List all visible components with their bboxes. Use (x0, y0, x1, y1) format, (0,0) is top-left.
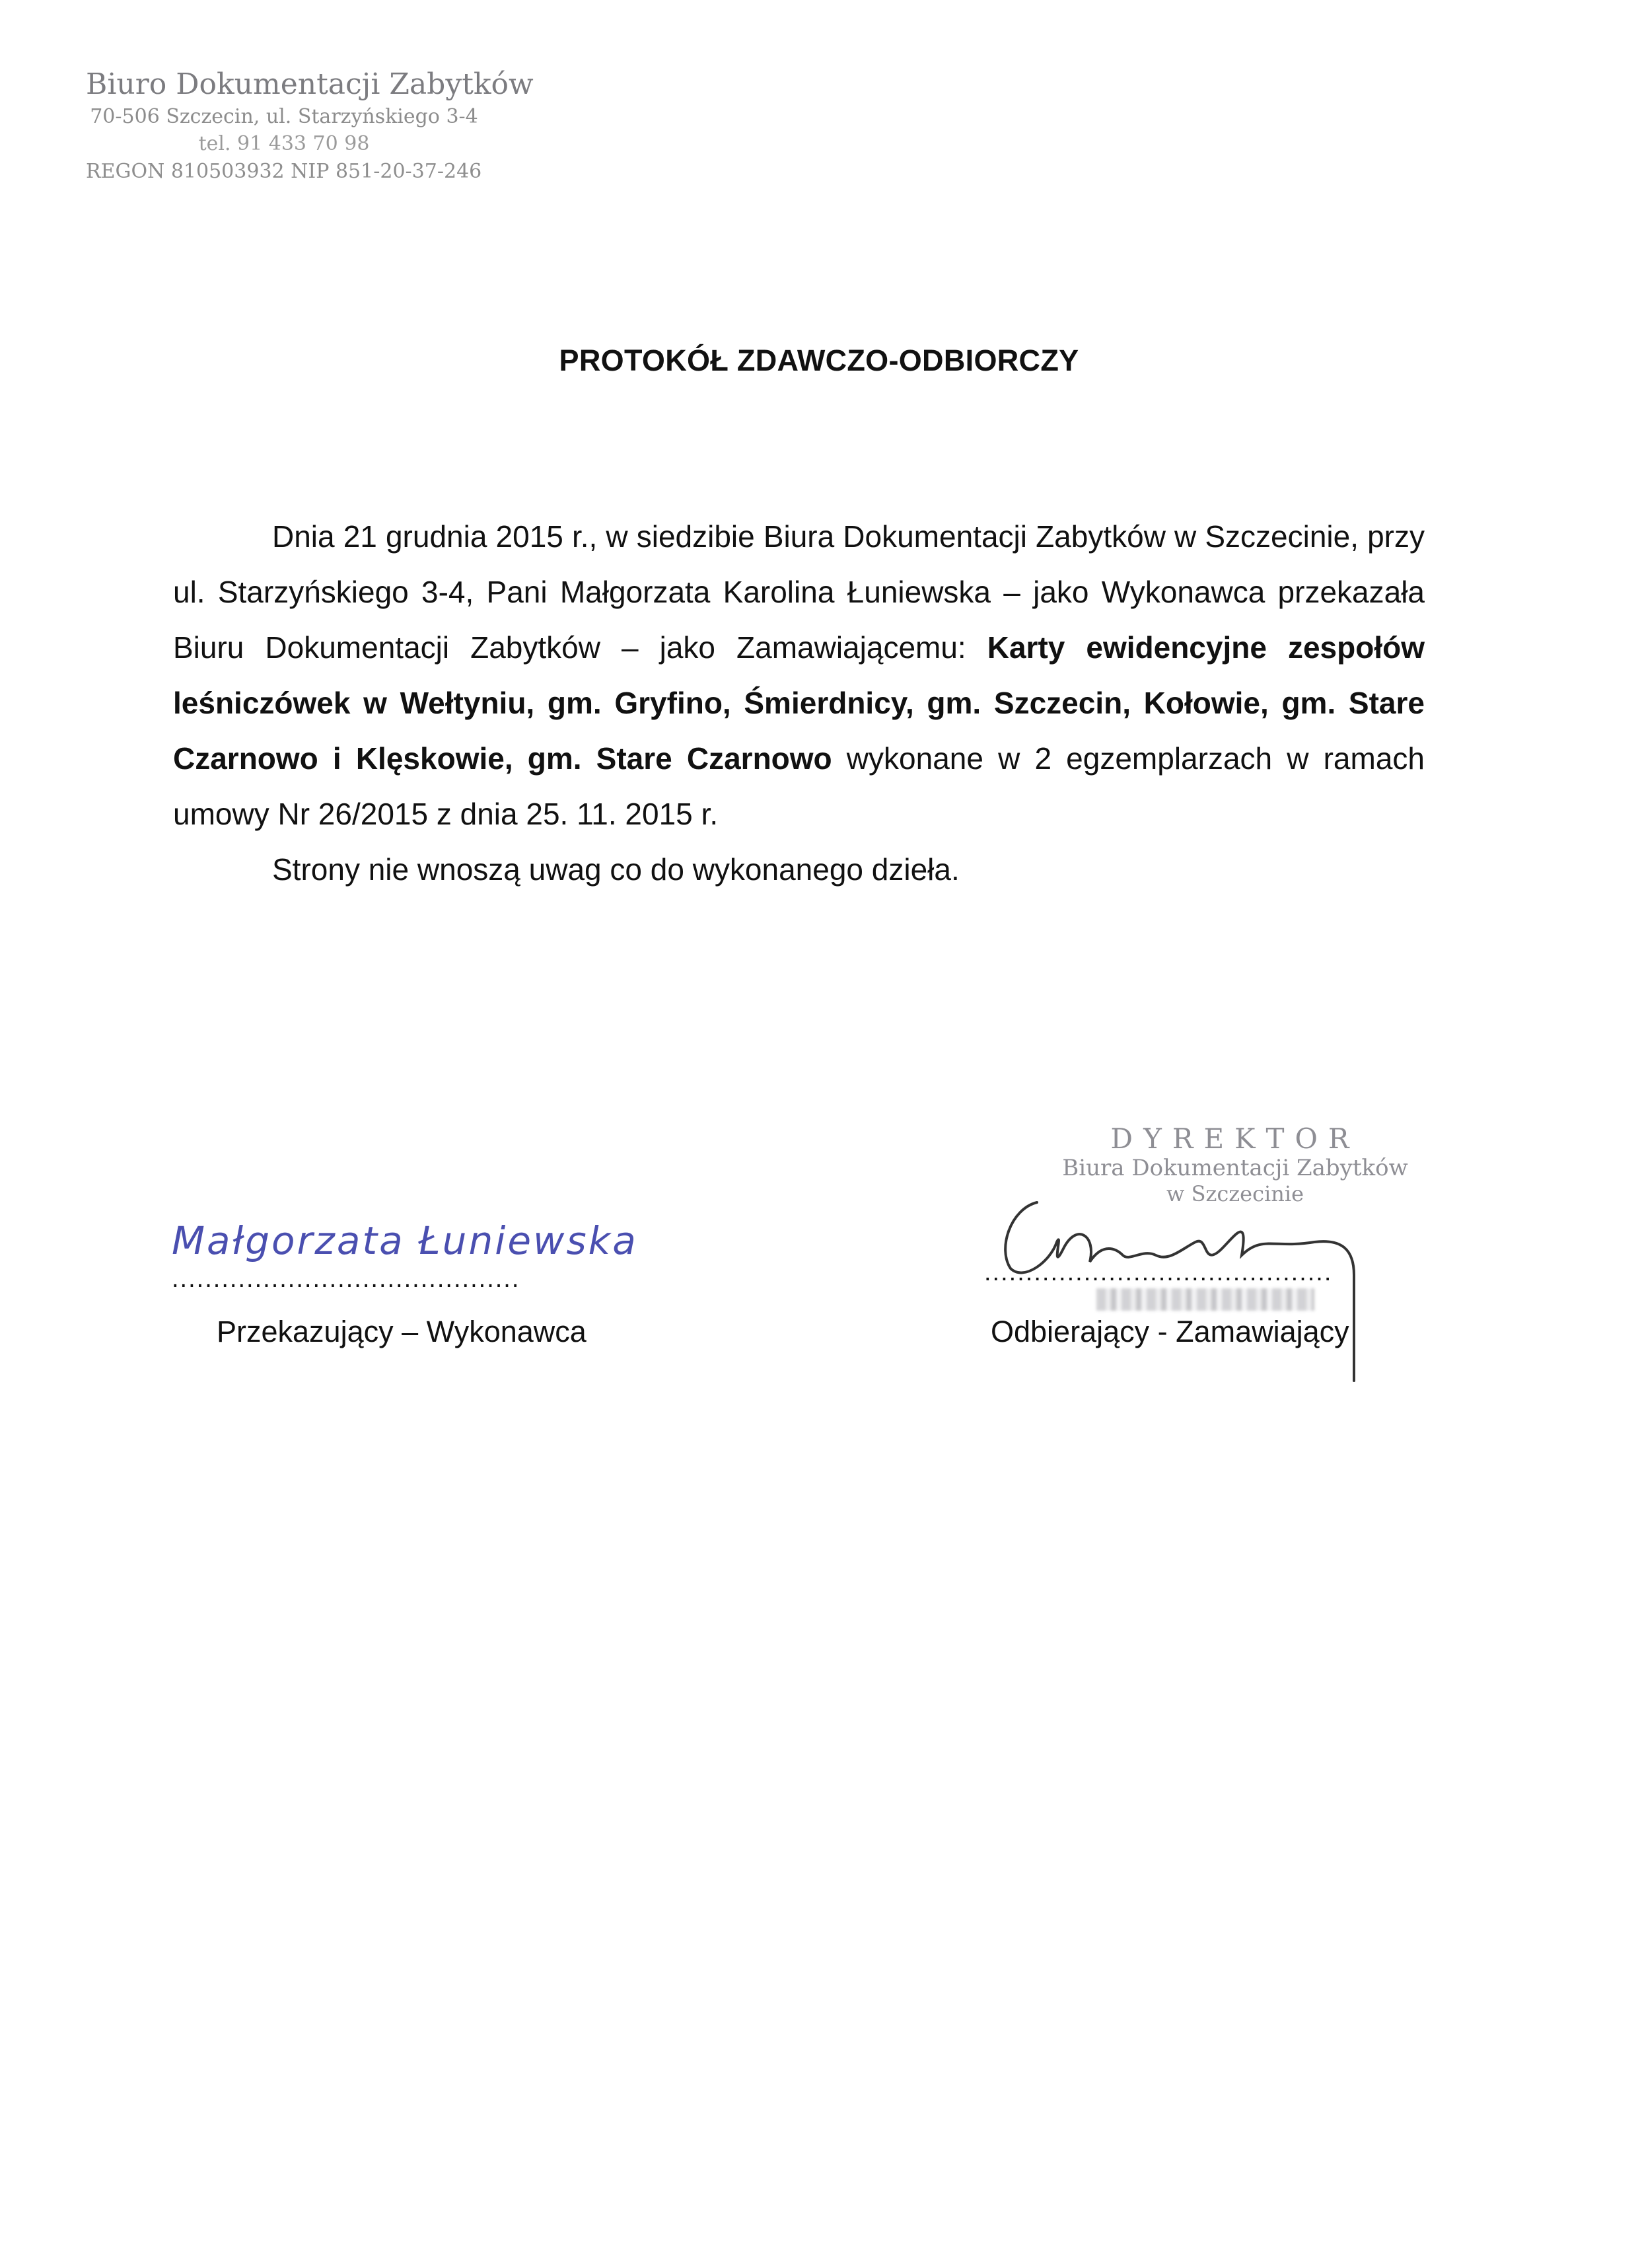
director-stamp-line1: Biura Dokumentacji Zabytków (1062, 1155, 1408, 1181)
redacted-name-blur (1096, 1288, 1314, 1311)
stamp-address: 70-506 Szczecin, ul. Starzyńskiego 3-4 (90, 105, 478, 128)
signature-line-contractor: .......................................... (172, 1266, 520, 1292)
caption-client: Odbierający - Zamawiający (991, 1315, 1349, 1348)
signature-line-client: .......................................... (984, 1259, 1333, 1286)
signature-block-client (964, 1123, 1493, 1374)
signature-block-contractor (172, 1176, 700, 1374)
handwritten-signature-contractor: Małgorzata Łuniewska (172, 1218, 638, 1263)
document-body (173, 509, 1425, 897)
stamp-phone: tel. 91 433 70 98 (198, 132, 370, 155)
main-paragraph (173, 509, 1425, 842)
main-paragraph-bold-subject: Karty ewidencyjne zespołów leśniczówek w Wełtyniu, gm. Gryfino, Śmierdnicy, gm. Szczecin, Kołowie, gm. Stare Czarnowo i Klęskowie, gm. Stare Czarnowo (173, 630, 1425, 776)
document-title: PROTOKÓŁ ZDAWCZO-ODBIORCZY (559, 344, 1079, 377)
director-stamp-title: DYREKTOR (1110, 1122, 1360, 1155)
director-stamp-line2: w Szczecinie (1166, 1181, 1304, 1206)
institution-header-stamp (86, 66, 534, 186)
main-paragraph-tail: wykonane w 2 egzemplarzach w ramach umowy Nr 26/2015 z dnia 25. 11. 2015 r. (173, 741, 1425, 831)
stamp-regon-nip: REGON 810503932 NIP 851-20-37-246 (86, 160, 482, 183)
remarks-paragraph: Strony nie wnoszą uwag co do wykonanego dzieła. (272, 852, 960, 887)
caption-contractor: Przekazujący – Wykonawca (217, 1315, 587, 1348)
main-paragraph-text: Dnia 21 grudnia 2015 r., w siedzibie Biura Dokumentacji Zabytków w Szczecinie, przy ul. Starzyńskiego 3-4, Pani Małgorzata Karolina Łuniewska – jako Wykonawca przekazała Biuru Dokumentacji Zabytków – jako Zamawiającemu: (173, 519, 1425, 665)
redacted-name (1096, 1288, 1314, 1314)
stamp-institution-name: Biuro Dokumentacji Zabytków (86, 67, 534, 101)
